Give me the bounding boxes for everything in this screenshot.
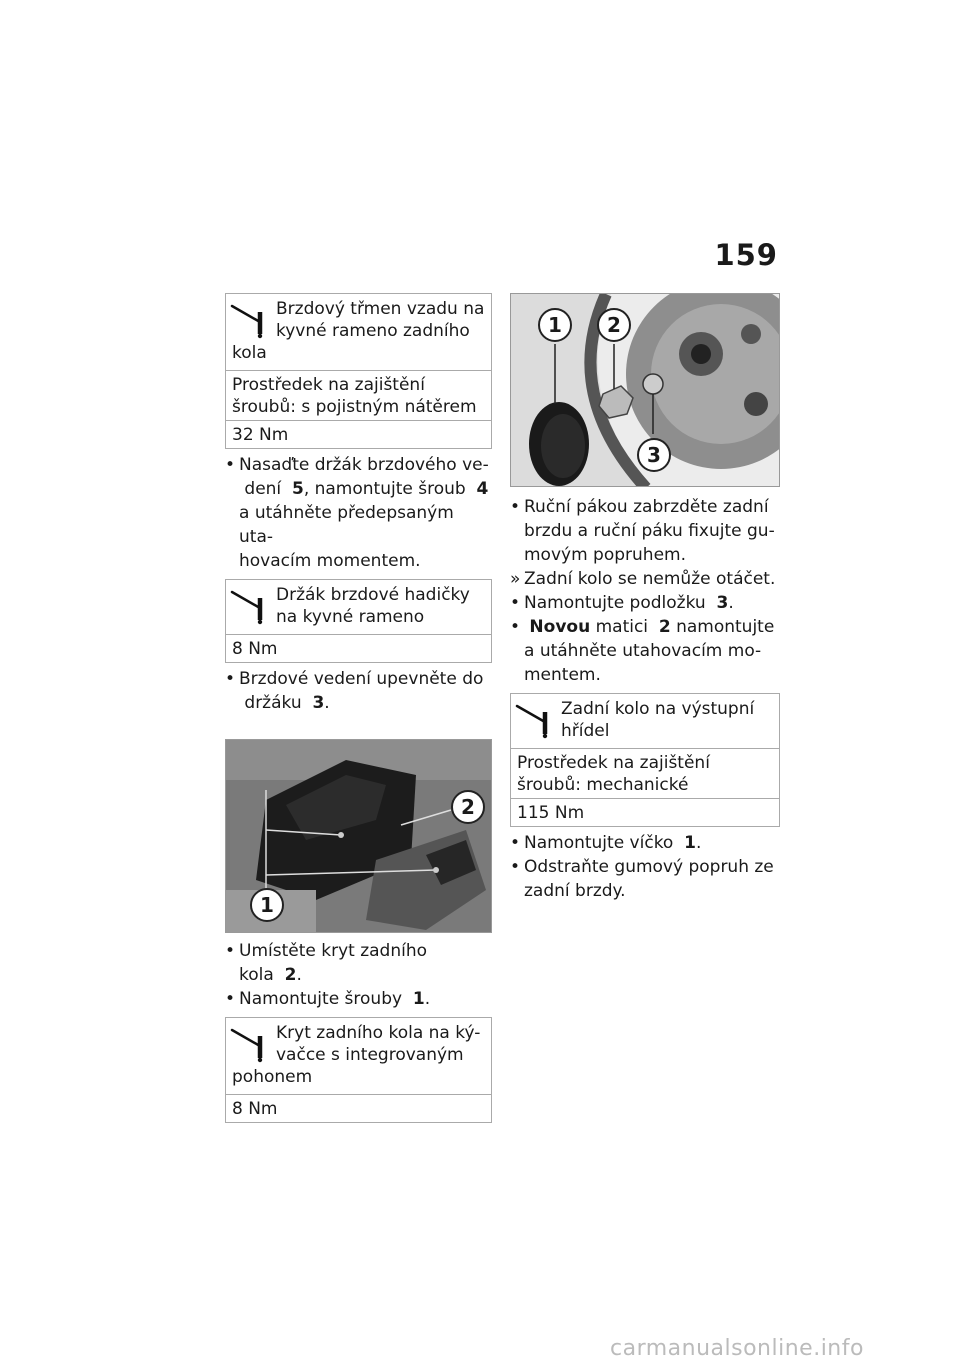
torque-spec-rear-wheel-shaft — [510, 693, 780, 827]
step-item-continued: movým popruhem. — [524, 545, 686, 565]
steps-list — [510, 831, 780, 903]
spec-title-line: Držák brzdové hadičky — [276, 585, 470, 605]
spec-text: šroubů: mechanické — [517, 775, 689, 795]
torque-spec-rear-wheel-cover — [225, 1017, 492, 1123]
step-item: • Brzdové vedení upevněte do — [225, 669, 484, 689]
spec-text: Prostředek na zajištění — [232, 375, 425, 395]
torque-wrench-icon — [230, 1024, 270, 1064]
steps-list — [225, 939, 492, 1011]
spec-text: šroubů: s pojistným nátěrem — [232, 397, 477, 417]
spec-row-torque: 8 Nm — [226, 1094, 491, 1122]
step-item: • Namontujte podložku 3. — [510, 593, 734, 613]
callout-label: 1 — [538, 308, 572, 342]
result-item: » Zadní kolo se nemůže otáčet. — [510, 569, 776, 589]
callout-label: 1 — [250, 888, 284, 922]
spec-header — [226, 580, 491, 634]
spec-row-torque: 32 Nm — [226, 420, 491, 448]
photo-rear-wheel-cover — [225, 739, 492, 933]
step-item-continued: dení 5, namontujte šroub 4 — [244, 479, 489, 499]
spec-title-line: Brzdový třmen vzadu na — [276, 299, 485, 319]
torque-spec-brake-caliper — [225, 293, 492, 449]
steps-list — [225, 667, 492, 715]
spec-header — [511, 694, 779, 748]
step-item-continued: a utáhněte předepsaným uta- — [239, 503, 454, 547]
torque-wrench-icon — [230, 300, 270, 340]
spec-title-line: kyvné rameno zadního — [276, 321, 470, 341]
spec-title-line: kola — [232, 343, 267, 363]
spec-row-locking — [511, 748, 779, 798]
spec-title-line: Zadní kolo na výstupní — [561, 699, 755, 719]
step-item: • Umístěte kryt zadního kola 2. — [225, 941, 428, 985]
step-item-continued: zadní brzdy. — [524, 881, 626, 901]
step-item-continued: a utáhněte utahovacím mo- — [524, 641, 762, 661]
step-item: • Namontujte víčko 1. — [510, 833, 702, 853]
photo-rear-wheel-nut — [510, 293, 780, 487]
torque-wrench-icon — [515, 700, 555, 740]
step-item: • Odstraňte gumový popruh ze — [510, 857, 774, 877]
spec-title-line: hřídel — [561, 721, 610, 741]
step-item-continued: držáku 3. — [244, 693, 330, 713]
step-item-continued: brzdu a ruční páku fixujte gu- — [524, 521, 775, 541]
spec-title-line: vačce s integrovaným — [276, 1045, 464, 1065]
spec-row-torque: 8 Nm — [226, 634, 491, 662]
spec-row-locking — [226, 370, 491, 420]
right-column — [510, 293, 780, 909]
step-item-continued: hovacím momentem. — [239, 551, 421, 571]
step-item: • Ruční pákou zabrzděte zadní — [510, 497, 769, 517]
steps-list — [225, 453, 492, 573]
spec-header — [226, 294, 491, 370]
spec-title-line: Kryt zadního kola na ký- — [276, 1023, 481, 1043]
step-item: • Nasaďte držák brzdového ve- — [225, 455, 489, 475]
callout-label: 2 — [597, 308, 631, 342]
callout-label: 2 — [451, 790, 485, 824]
step-item: • Namontujte šrouby 1. — [225, 989, 431, 1009]
spec-header — [226, 1018, 491, 1094]
torque-wrench-icon — [230, 586, 270, 626]
torque-spec-brake-hose-holder — [225, 579, 492, 663]
callout-label: 3 — [637, 438, 671, 472]
spec-text: Prostředek na zajištění — [517, 753, 710, 773]
spec-row-torque: 115 Nm — [511, 798, 779, 826]
steps-list — [510, 495, 780, 687]
spec-title-line: na kyvné rameno — [276, 607, 425, 627]
spec-title-line: pohonem — [232, 1067, 313, 1087]
left-column — [225, 293, 492, 1123]
page-number: 159 — [714, 238, 778, 272]
step-item: • Novou matici 2 namontujte — [510, 617, 775, 637]
step-item-continued: mentem. — [524, 665, 601, 685]
watermark: carmanualsonline.info — [610, 1336, 864, 1361]
